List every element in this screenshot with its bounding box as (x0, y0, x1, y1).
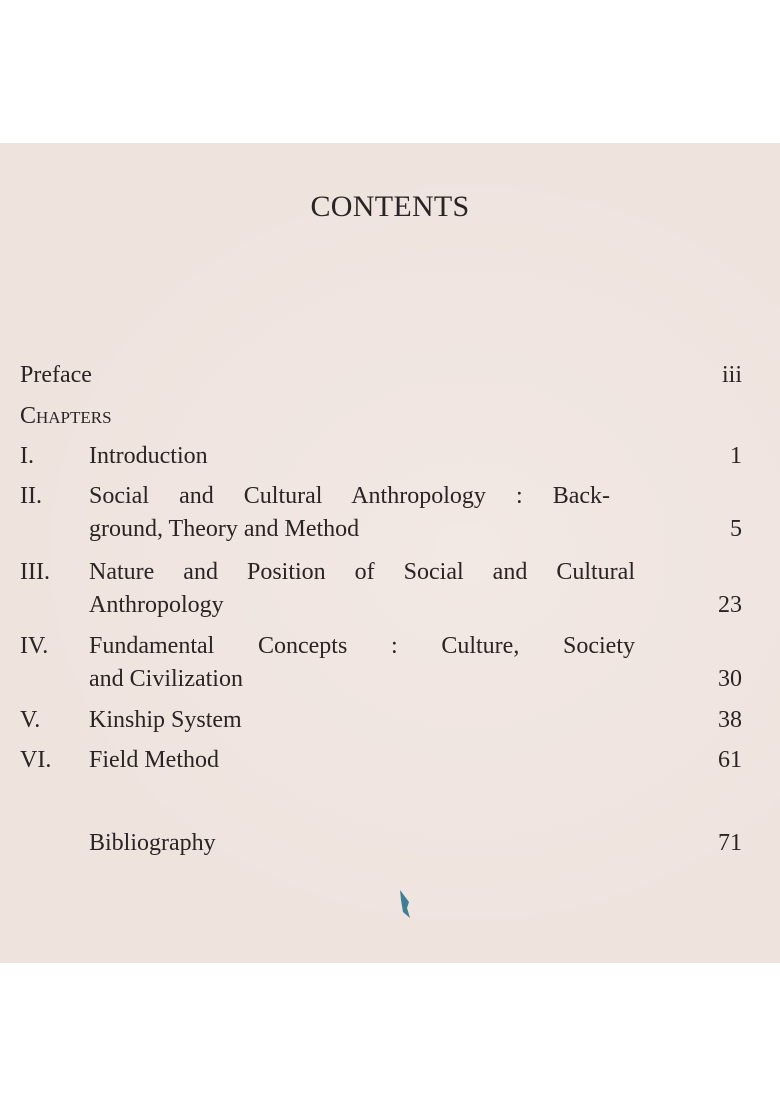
chapter-title: Kinship System (89, 707, 242, 733)
chapter-number: I. (20, 443, 34, 469)
chapter-page: 61 (718, 747, 742, 773)
chapter-title: Field Method (89, 747, 219, 773)
page-title: CONTENTS (310, 190, 470, 223)
chapter-page: 38 (718, 707, 742, 733)
chapter-number: IV. (20, 633, 49, 659)
ink-mark-icon (398, 888, 412, 922)
chapter-title-cont: Anthropology (89, 592, 224, 618)
preface-label: Preface (20, 362, 92, 388)
chapter-title-cont: and Civilization (89, 666, 243, 692)
chapter-title: Fundamental Concepts : Culture, Society (89, 633, 635, 659)
chapter-page: 30 (718, 666, 742, 692)
chapter-page: 5 (730, 516, 742, 542)
chapter-page: 23 (718, 592, 742, 618)
chapter-title: Introduction (89, 443, 208, 469)
chapter-title: Nature and Position of Social and Cultural (89, 559, 635, 585)
chapter-page: 1 (730, 443, 742, 469)
preface-page: iii (721, 362, 742, 388)
chapter-title-cont: ground, Theory and Method (89, 516, 360, 542)
chapters-heading: Chapters (20, 403, 112, 429)
chapter-number: II. (20, 483, 42, 509)
chapter-title: Social and Cultural Anthropology : Back- (89, 483, 610, 509)
bibliography-page: 71 (718, 830, 742, 856)
chapter-number: III. (20, 559, 50, 585)
chapter-number: V. (20, 707, 41, 733)
chapter-number: VI. (20, 747, 52, 773)
bibliography-label: Bibliography (89, 830, 216, 856)
